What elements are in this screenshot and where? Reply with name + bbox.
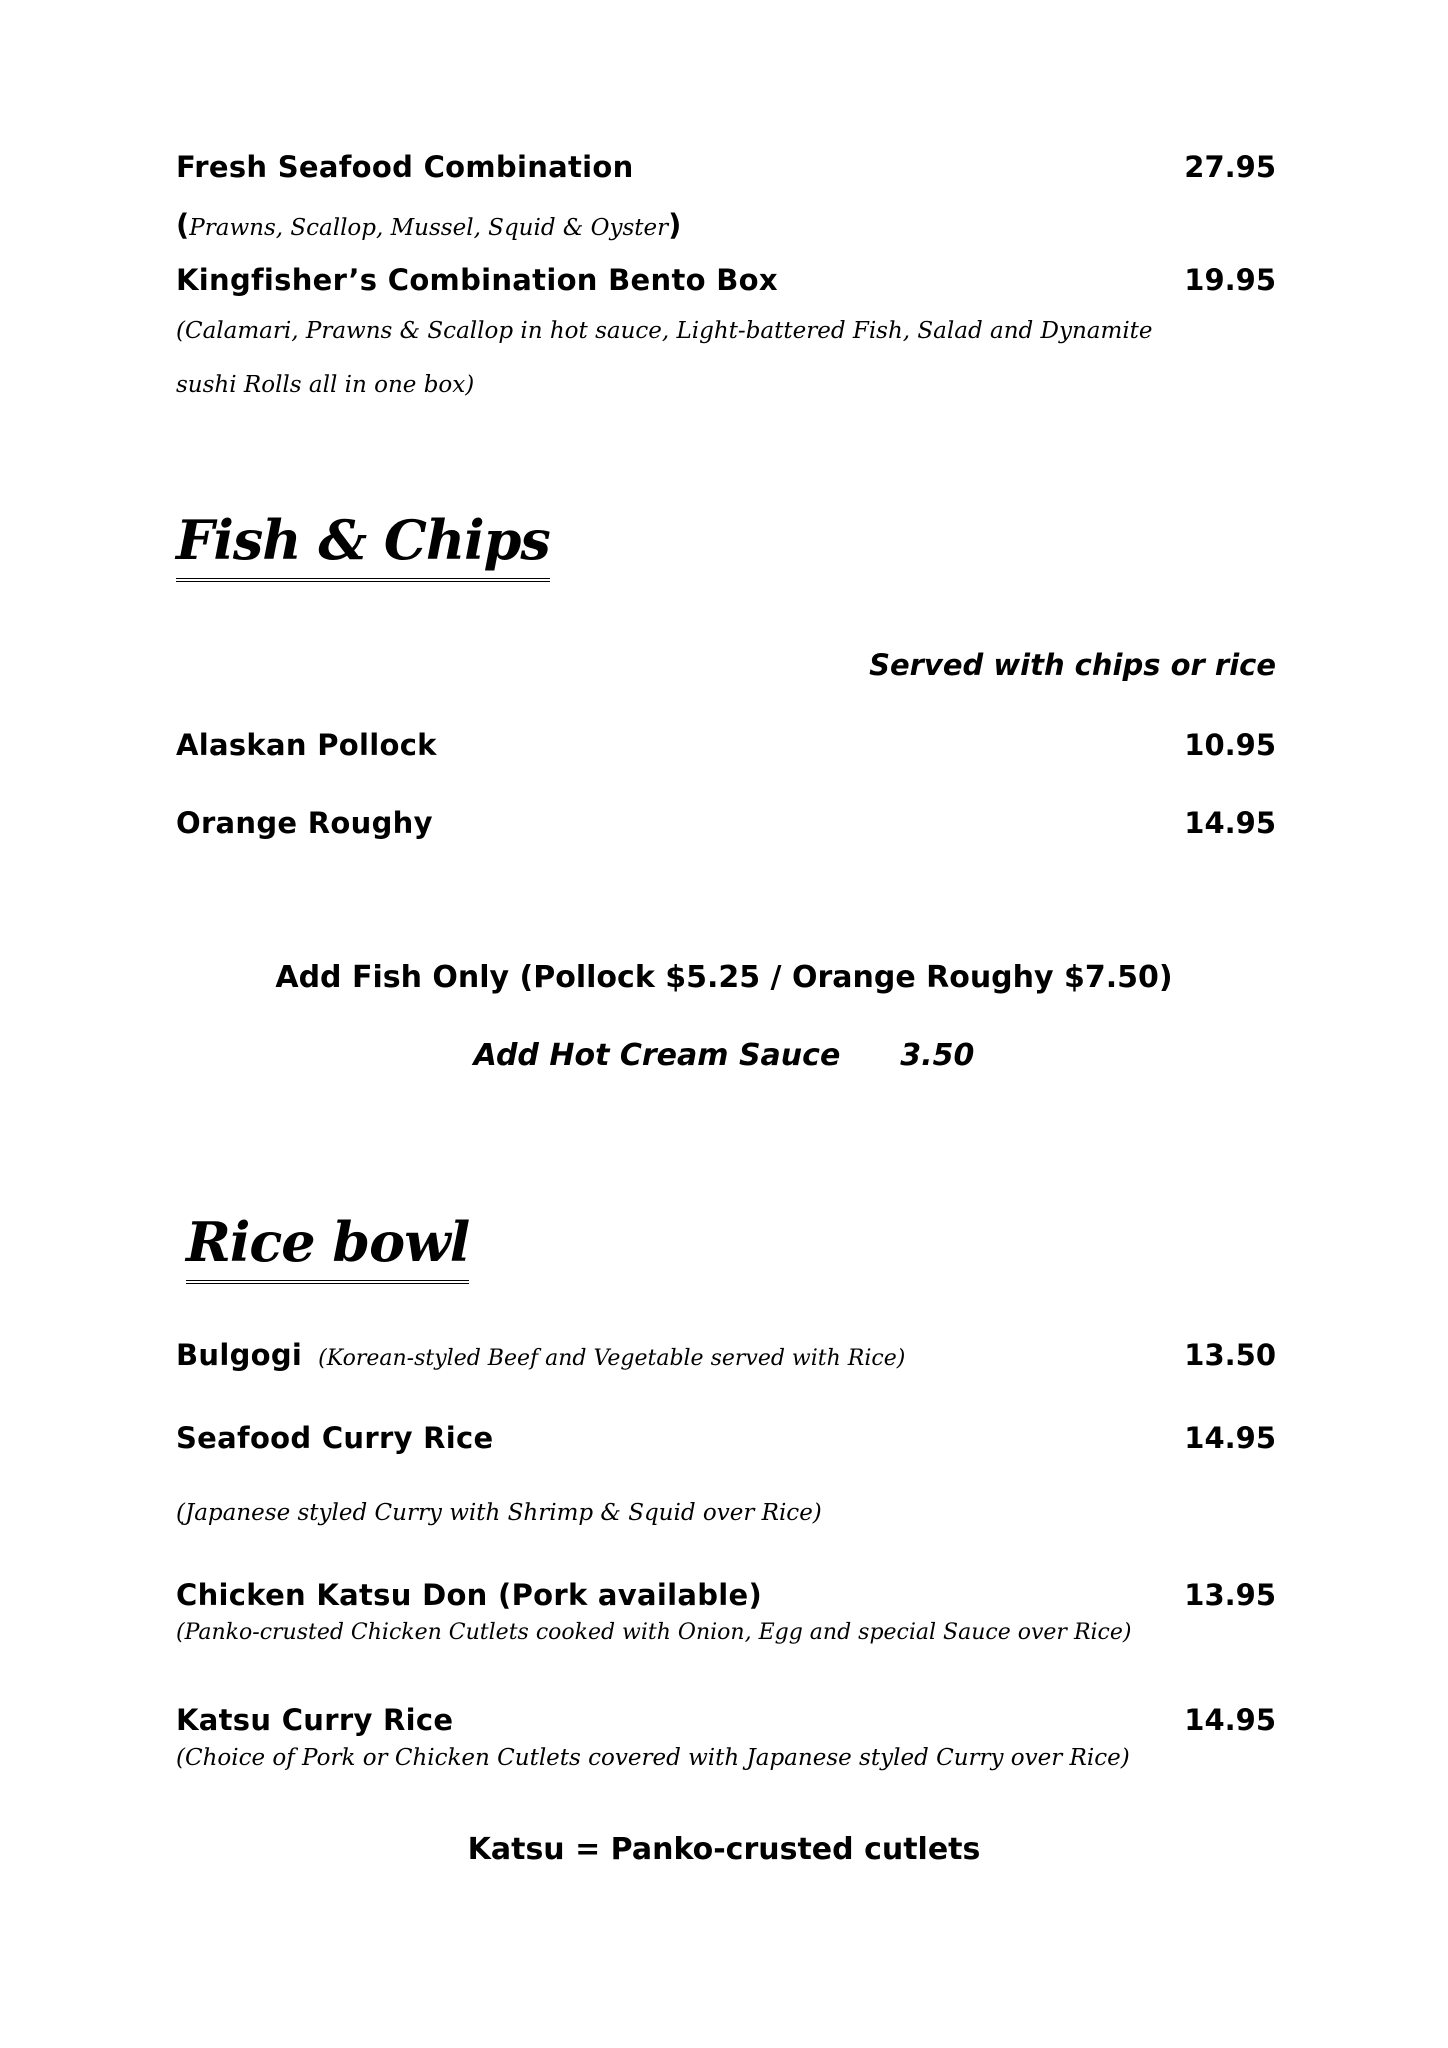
item-price: 10.95 xyxy=(1184,728,1276,762)
item-description: (Japanese styled Curry with Shrimp & Squid over Rice) xyxy=(176,1500,822,1526)
item-description-line-2: sushi Rolls all in one box) xyxy=(176,372,475,398)
addon-price: 3.50 xyxy=(900,1038,975,1073)
item-name: Katsu Curry Rice xyxy=(176,1703,454,1737)
item-name: Kingfisher’s Combination Bento Box xyxy=(176,263,778,297)
menu-item-kingfisher-bento-box xyxy=(176,263,1276,297)
katsu-footnote: Katsu = Panko-crusted cutlets xyxy=(467,1832,981,1867)
menu-item-chicken-katsu-don xyxy=(176,1578,1276,1612)
menu-item-orange-roughy xyxy=(176,806,1276,840)
item-price: 14.95 xyxy=(1184,1703,1276,1737)
item-price: 19.95 xyxy=(1184,263,1276,297)
section-heading-fish-chips: Fish & Chips xyxy=(176,508,550,582)
item-name: Orange Roughy xyxy=(176,806,433,840)
item-description: (Choice of Pork or Chicken Cutlets covered with Japanese styled Curry over Rice) xyxy=(176,1745,1130,1771)
menu-item-katsu-curry-rice xyxy=(176,1703,1276,1737)
item-name: Bulgogi xyxy=(176,1338,303,1372)
item-price: 13.50 xyxy=(1184,1338,1276,1372)
item-description: (Prawns, Scallop, Mussel, Squid & Oyster) xyxy=(176,208,682,242)
item-price: 14.95 xyxy=(1184,1421,1276,1455)
add-hot-cream-sauce xyxy=(0,1038,1448,1073)
addon-label: Add Hot Cream Sauce xyxy=(473,1038,841,1073)
menu-item-alaskan-pollock xyxy=(176,728,1276,762)
menu-item-fresh-seafood-combination xyxy=(176,150,1276,184)
menu-item-bulgogi xyxy=(176,1338,1276,1372)
item-name: Alaskan Pollock xyxy=(176,728,437,762)
served-with-note: Served with chips or rice xyxy=(869,648,1276,682)
menu-item-seafood-curry-rice xyxy=(176,1421,1276,1455)
item-name: Fresh Seafood Combination xyxy=(176,150,634,184)
section-heading-rice-bowl: Rice bowl xyxy=(186,1210,469,1284)
item-price: 14.95 xyxy=(1184,806,1276,840)
item-name-group xyxy=(176,1338,905,1372)
item-name: Seafood Curry Rice xyxy=(176,1421,494,1455)
item-name: Chicken Katsu Don (Pork available) xyxy=(176,1578,763,1612)
add-fish-only-note: Add Fish Only (Pollock $5.25 / Orange Roughy $7.50) xyxy=(275,960,1173,995)
item-description: (Korean-styled Beef and Vegetable served with Rice) xyxy=(318,1346,906,1371)
item-price: 27.95 xyxy=(1184,150,1276,184)
item-price: 13.95 xyxy=(1184,1578,1276,1612)
item-description: (Panko-crusted Chicken Cutlets cooked with Onion, Egg and special Sauce over Rice) xyxy=(176,1620,1132,1645)
item-description-line-1: (Calamari, Prawns & Scallop in hot sauce, Light-battered Fish, Salad and Dynamite xyxy=(176,318,1153,344)
